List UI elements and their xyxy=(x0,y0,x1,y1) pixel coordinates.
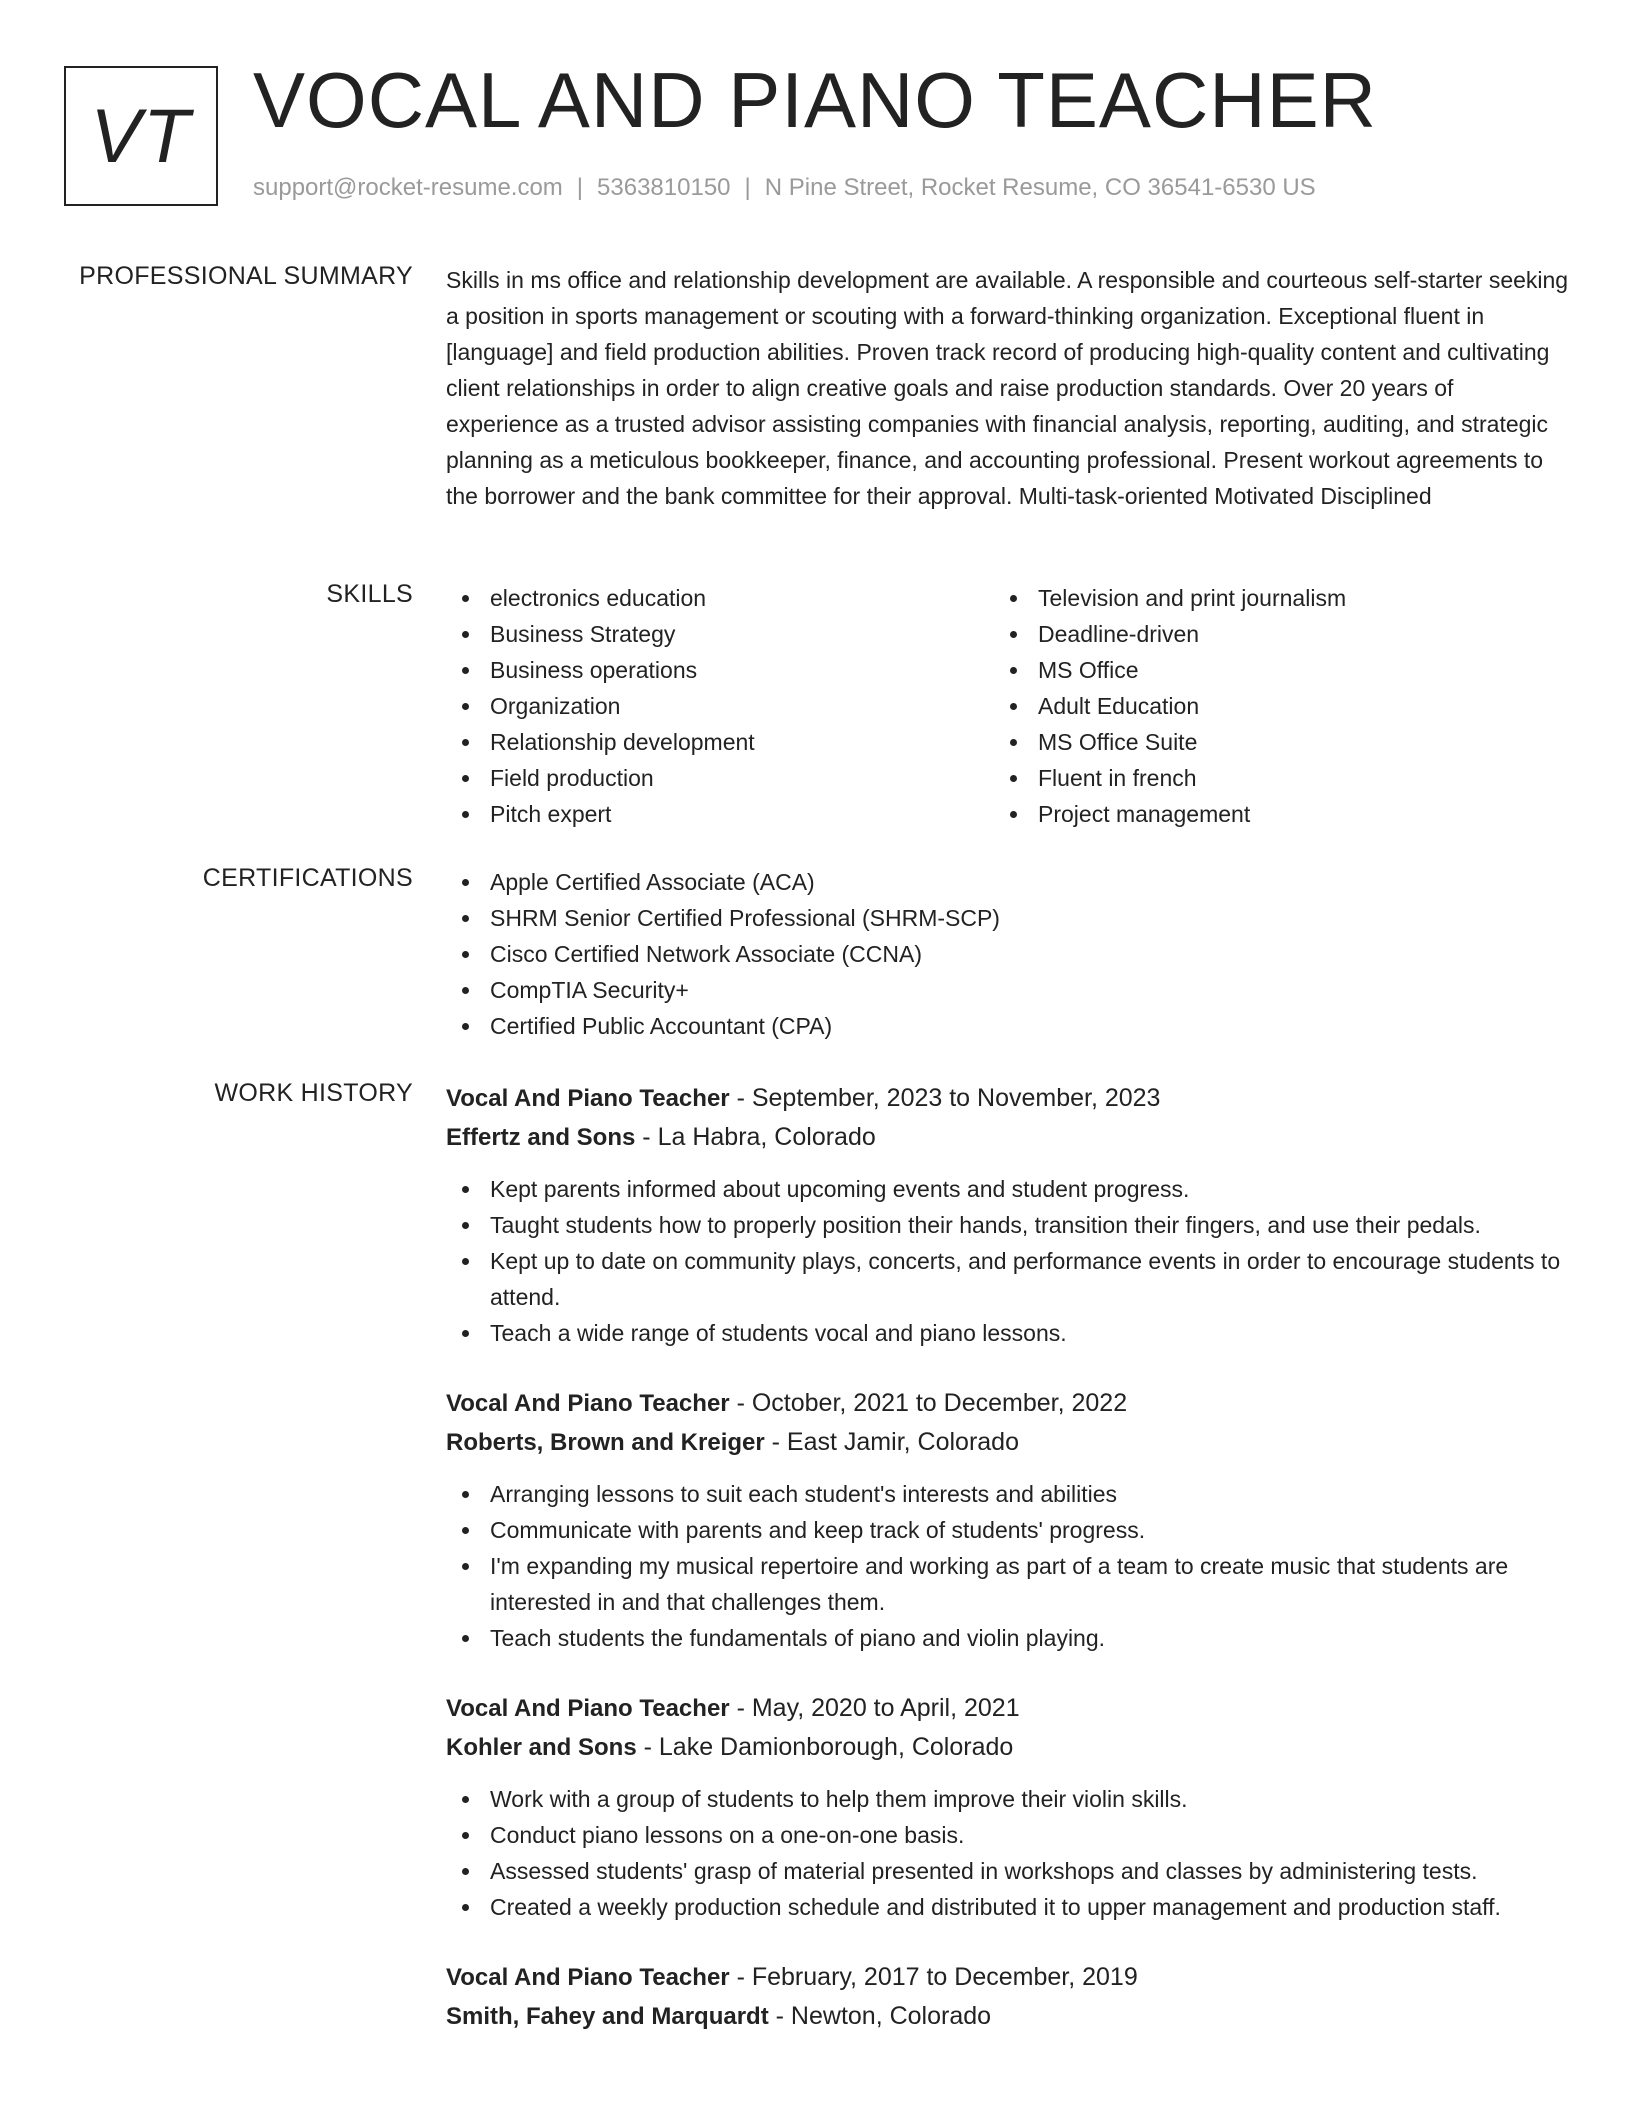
job-entry xyxy=(446,1689,1571,1925)
job-entry xyxy=(446,1384,1571,1656)
list-item: Organization xyxy=(446,688,994,724)
certifications-list xyxy=(446,864,1571,1044)
work-history-body xyxy=(446,1079,1571,2069)
job-title-line xyxy=(446,1384,1571,1423)
list-item: Television and print journalism xyxy=(994,580,1542,616)
list-item: Project management xyxy=(994,796,1542,832)
job-title-line xyxy=(446,1079,1571,1118)
job-title: Vocal And Piano Teacher xyxy=(446,1964,730,1991)
skills-body xyxy=(446,580,1571,832)
list-item: Taught students how to properly position their hands, transition their fingers, and use their pedals. xyxy=(446,1207,1571,1243)
job-location: - Newton, Colorado xyxy=(768,2002,992,2030)
job-company-line xyxy=(446,1423,1571,1462)
list-item: Work with a group of students to help them improve their violin skills. xyxy=(446,1781,1571,1817)
job-location: - East Jamir, Colorado xyxy=(764,1428,1019,1456)
list-item: Kept up to date on community plays, concerts, and performance events in order to encourage students to attend. xyxy=(446,1243,1571,1315)
certifications-body xyxy=(446,864,1571,1044)
job-title: Vocal And Piano Teacher xyxy=(446,1695,730,1722)
monogram-logo: VT xyxy=(64,66,218,206)
job-title-line xyxy=(446,1689,1571,1728)
section-label-skills: SKILLS xyxy=(326,580,413,608)
list-item: electronics education xyxy=(446,580,994,616)
job-dates: - October, 2021 to December, 2022 xyxy=(729,1389,1128,1417)
job-duties-list xyxy=(446,1781,1571,1925)
list-item: MS Office Suite xyxy=(994,724,1542,760)
job-duties-list xyxy=(446,1476,1571,1656)
contact-email: support@rocket-resume.com xyxy=(253,174,563,201)
job-location: - Lake Damionborough, Colorado xyxy=(636,1733,1014,1761)
list-item: SHRM Senior Certified Professional (SHRM-SCP) xyxy=(446,900,1571,936)
list-item: CompTIA Security+ xyxy=(446,972,1571,1008)
list-item: MS Office xyxy=(994,652,1542,688)
list-item: Communicate with parents and keep track of students' progress. xyxy=(446,1512,1571,1548)
job-dates: - February, 2017 to December, 2019 xyxy=(729,1963,1138,1991)
list-item: Fluent in french xyxy=(994,760,1542,796)
page-title: VOCAL AND PIANO TEACHER xyxy=(253,56,1377,144)
list-item: Created a weekly production schedule and distributed it to upper management and production staff. xyxy=(446,1889,1571,1925)
job-title: Vocal And Piano Teacher xyxy=(446,1085,730,1112)
job-company: Smith, Fahey and Marquardt xyxy=(446,2003,769,2030)
skills-left-list xyxy=(446,580,994,832)
job-company-line xyxy=(446,1728,1571,1767)
list-item: I'm expanding my musical repertoire and working as part of a team to create music that students are interested in and that challenges them. xyxy=(446,1548,1571,1620)
skills-columns xyxy=(446,580,1571,832)
job-company: Roberts, Brown and Kreiger xyxy=(446,1429,765,1456)
list-item: Assessed students' grasp of material presented in workshops and classes by administering tests. xyxy=(446,1853,1571,1889)
list-item: Deadline-driven xyxy=(994,616,1542,652)
list-item: Adult Education xyxy=(994,688,1542,724)
section-label-certifications: CERTIFICATIONS xyxy=(202,864,413,892)
list-item: Business operations xyxy=(446,652,994,688)
job-entry xyxy=(446,1958,1571,2036)
job-company-line xyxy=(446,1118,1571,1157)
section-label-summary: PROFESSIONAL SUMMARY xyxy=(79,262,413,290)
job-location: - La Habra, Colorado xyxy=(635,1123,876,1151)
list-item: Pitch expert xyxy=(446,796,994,832)
summary-body xyxy=(446,262,1571,514)
contact-separator: | xyxy=(576,174,584,201)
contact-phone: 5363810150 xyxy=(597,174,731,201)
summary-text: Skills in ms office and relationship development are available. A responsible and courteous self-starter seeking a position in sports management or scouting with a forward-thinking organization. Exceptional fluent in [language] and field production abilities. Proven track record of producing high-quality content and cultivating client relationships in order to align creative goals and raise production standards. Over 20 years of experience as a trusted advisor assisting companies with financial analysis, reporting, auditing, and strategic planning as a meticulous bookkeeper, finance, and accounting professional. Present workout agreements to the borrower and the bank committee for their approval. Multi-task-oriented Motivated Disciplined xyxy=(446,267,1569,509)
job-duties-list xyxy=(446,1171,1571,1351)
list-item: Cisco Certified Network Associate (CCNA) xyxy=(446,936,1571,972)
job-company: Kohler and Sons xyxy=(446,1734,637,1761)
list-item: Relationship development xyxy=(446,724,994,760)
section-label-work-history: WORK HISTORY xyxy=(214,1079,413,1107)
list-item: Certified Public Accountant (CPA) xyxy=(446,1008,1571,1044)
list-item: Apple Certified Associate (ACA) xyxy=(446,864,1571,900)
job-company: Effertz and Sons xyxy=(446,1124,636,1151)
list-item: Teach students the fundamentals of piano and violin playing. xyxy=(446,1620,1571,1656)
contact-address: N Pine Street, Rocket Resume, CO 36541-6530 US xyxy=(764,174,1316,201)
job-dates: - September, 2023 to November, 2023 xyxy=(729,1084,1161,1112)
list-item: Kept parents informed about upcoming events and student progress. xyxy=(446,1171,1571,1207)
list-item: Teach a wide range of students vocal and piano lessons. xyxy=(446,1315,1571,1351)
list-item: Business Strategy xyxy=(446,616,994,652)
job-title: Vocal And Piano Teacher xyxy=(446,1390,730,1417)
job-dates: - May, 2020 to April, 2021 xyxy=(729,1694,1020,1722)
skills-right-list xyxy=(994,580,1542,832)
job-company-line xyxy=(446,1997,1571,2036)
list-item: Conduct piano lessons on a one-on-one basis. xyxy=(446,1817,1571,1853)
contact-line xyxy=(253,174,1316,202)
list-item: Field production xyxy=(446,760,994,796)
job-entry xyxy=(446,1079,1571,1351)
job-title-line xyxy=(446,1958,1571,1997)
list-item: Arranging lessons to suit each student's interests and abilities xyxy=(446,1476,1571,1512)
contact-separator: | xyxy=(744,174,751,201)
